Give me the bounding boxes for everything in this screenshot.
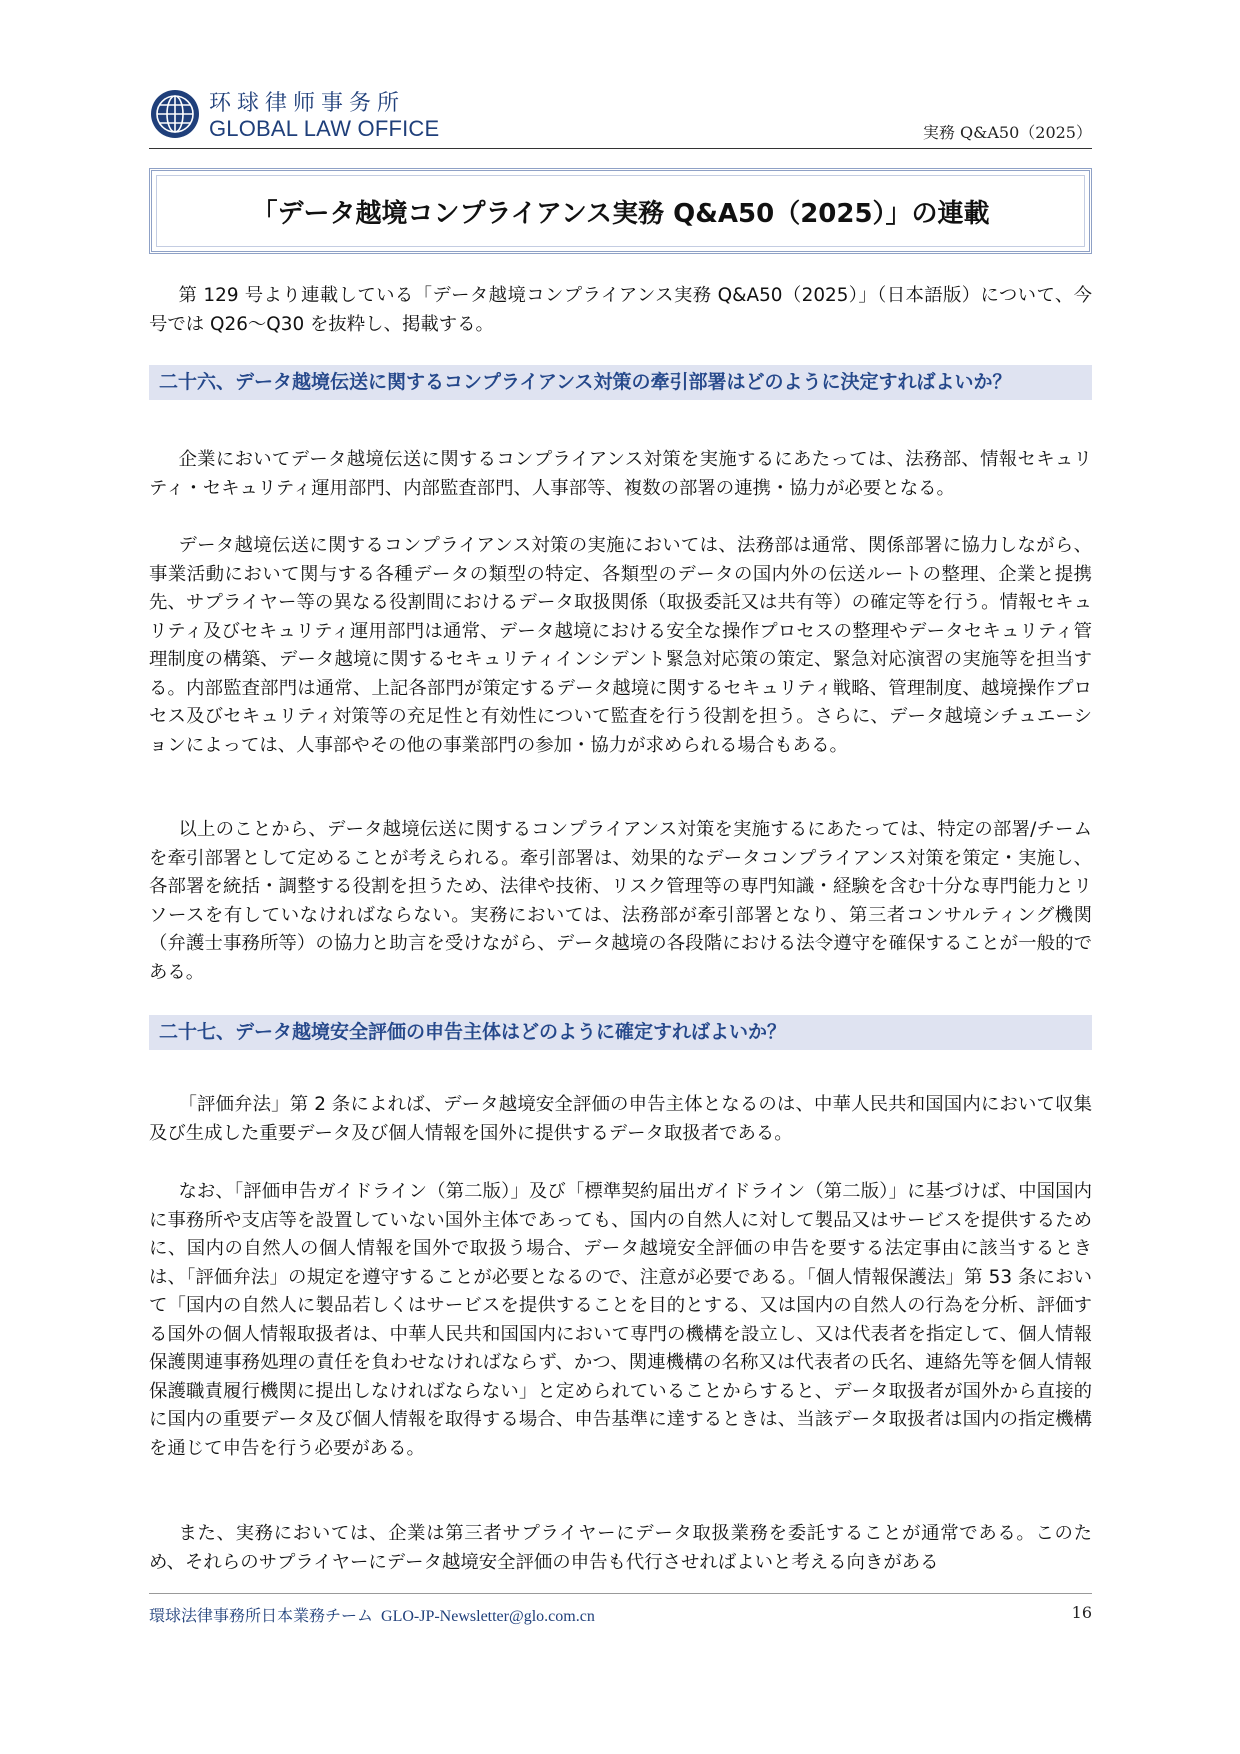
- footer-contact: [149, 1603, 595, 1626]
- page-title: 「データ越境コンプライアンス実務 Q&A50（2025）」の連載: [251, 198, 990, 229]
- footer-divider: [149, 1593, 1092, 1594]
- q26-paragraph-3: 以上のことから、データ越境伝送に関するコンプライアンス対策を実施するにあたっては、特定の部署/チームを牽引部署として定めることが考えられる。牽引部署は、効果的なデータコンプライアンス対策を策定・実施し、各部署を統括・調整する役割を担うため、法律や技術、リスク管理等の専門知識・経験を含む十分な専門能力とリソースを有していなければならない。実務においては、法務部が牽引部署となり、第三者コンサルティング機関（弁護士事務所等）の協力と助言を受けながら、データ越境の各段階における法令遵守を確保することが一般的である。: [149, 819, 1092, 983]
- q27-paragraph-2: なお、「評価申告ガイドライン（第二版）」及び「標準契約届出ガイドライン（第二版）」に基づけば、中国国内に事務所や支店等を設置していない国外主体であっても、国内の自然人に対して製品又はサービスを提供するために、国内の自然人の個人情報を国外で取扱う場合、データ越境安全評価の申告を要する法定事由に該当するときは、「評価弁法」の規定を遵守することが必要となるので、注意が必要である。「個人情報保護法」第 53 条において「国内の自然人に製品若しくはサービスを提供することを目的とする、又は国内の自然人の行為を分析、評価する国外の個人情報取扱者は、中華人民共和国国内において専門の機構を設立し、又は代表者を指定して、個人情報保護関連事務処理の責任を負わせなければならず、かつ、関連機構の名称又は代表者の氏名、連絡先等を個人情報保護職責履行機関に提出しなければならない」と定められていることからすると、データ取扱者が国外から直接的に国内の重要データ及び個人情報を取得する場合、申告基準に達するときは、当該データ取扱者は国内の指定機構を通じて申告を行う必要がある。: [149, 1181, 1092, 1459]
- q26-paragraph-2: データ越境伝送に関するコンプライアンス対策の実施においては、法務部は通常、関係部署に協力しながら、事業活動において関与する各種データの類型の特定、各類型のデータの国内外の伝送ルートの整理、企業と提携先、サプライヤー等の異なる役割間におけるデータ取扱関係（取扱委託又は共有等）の確定等を行う。情報セキュリティ及びセキュリティ運用部門は通常、データ越境における安全な操作プロセスの整理やデータセキュリティ管理制度の構築、データ越境に関するセキュリティインシデント緊急対応策の策定、緊急対応演習の実施等を担当する。内部監査部門は通常、上記各部門が策定するデータ越境に関するセキュリティ戦略、管理制度、越境操作プロセス及びセキュリティ対策等の充足性と有効性について監査を行う役割を担う。さらに、データ越境シチュエーションによっては、人事部やその他の事業部門の参加・協力が求められる場合もある。: [149, 535, 1092, 756]
- footer-team-name: 環球法律事務所日本業務チーム: [149, 1606, 374, 1625]
- globe-logo-icon: [149, 88, 201, 140]
- series-label: 実務 Q&A50（2025）: [922, 123, 1092, 142]
- q26-paragraph-1: 企業においてデータ越境伝送に関するコンプライアンス対策を実施するにあたっては、法務部、情報セキュリティ・セキュリティ運用部門、内部監査部門、人事部等、複数の部署の連携・協力が必要となる。: [149, 449, 1092, 499]
- title-box: [149, 168, 1092, 254]
- question-27-heading: 二十七、データ越境安全評価の申告主体はどのように確定すればよいか？: [149, 1015, 1092, 1050]
- header-divider: [149, 148, 1092, 149]
- page-number: 16: [1071, 1603, 1092, 1622]
- q27-paragraph-3: また、実務においては、企業は第三者サプライヤーにデータ取扱業務を委託することが通常である。このため、それらのサプライヤーにデータ越境安全評価の申告も代行させればよいと考える向きがある: [149, 1523, 1092, 1573]
- intro-paragraph: 第 129 号より連載している「データ越境コンプライアンス実務 Q&A50（2025）」（日本語版）について、今号では Q26～Q30 を抜粋し、掲載する。: [149, 285, 1092, 335]
- question-26-heading: 二十六、データ越境伝送に関するコンプライアンス対策の牽引部署はどのように決定すればよいか？: [149, 365, 1092, 400]
- logo-chinese-name: 环球律师事务所: [209, 91, 406, 116]
- footer-email-link[interactable]: GLO-JP-Newsletter@glo.com.cn: [381, 1608, 595, 1625]
- logo-english-name: GLOBAL LAW OFFICE: [209, 116, 440, 141]
- q27-paragraph-1: 「評価弁法」第 2 条によれば、データ越境安全評価の申告主体となるのは、中華人民共和国国内において収集及び生成した重要データ及び個人情報を国外に提供するデータ取扱者である。: [149, 1094, 1092, 1144]
- page-header: [149, 86, 1092, 148]
